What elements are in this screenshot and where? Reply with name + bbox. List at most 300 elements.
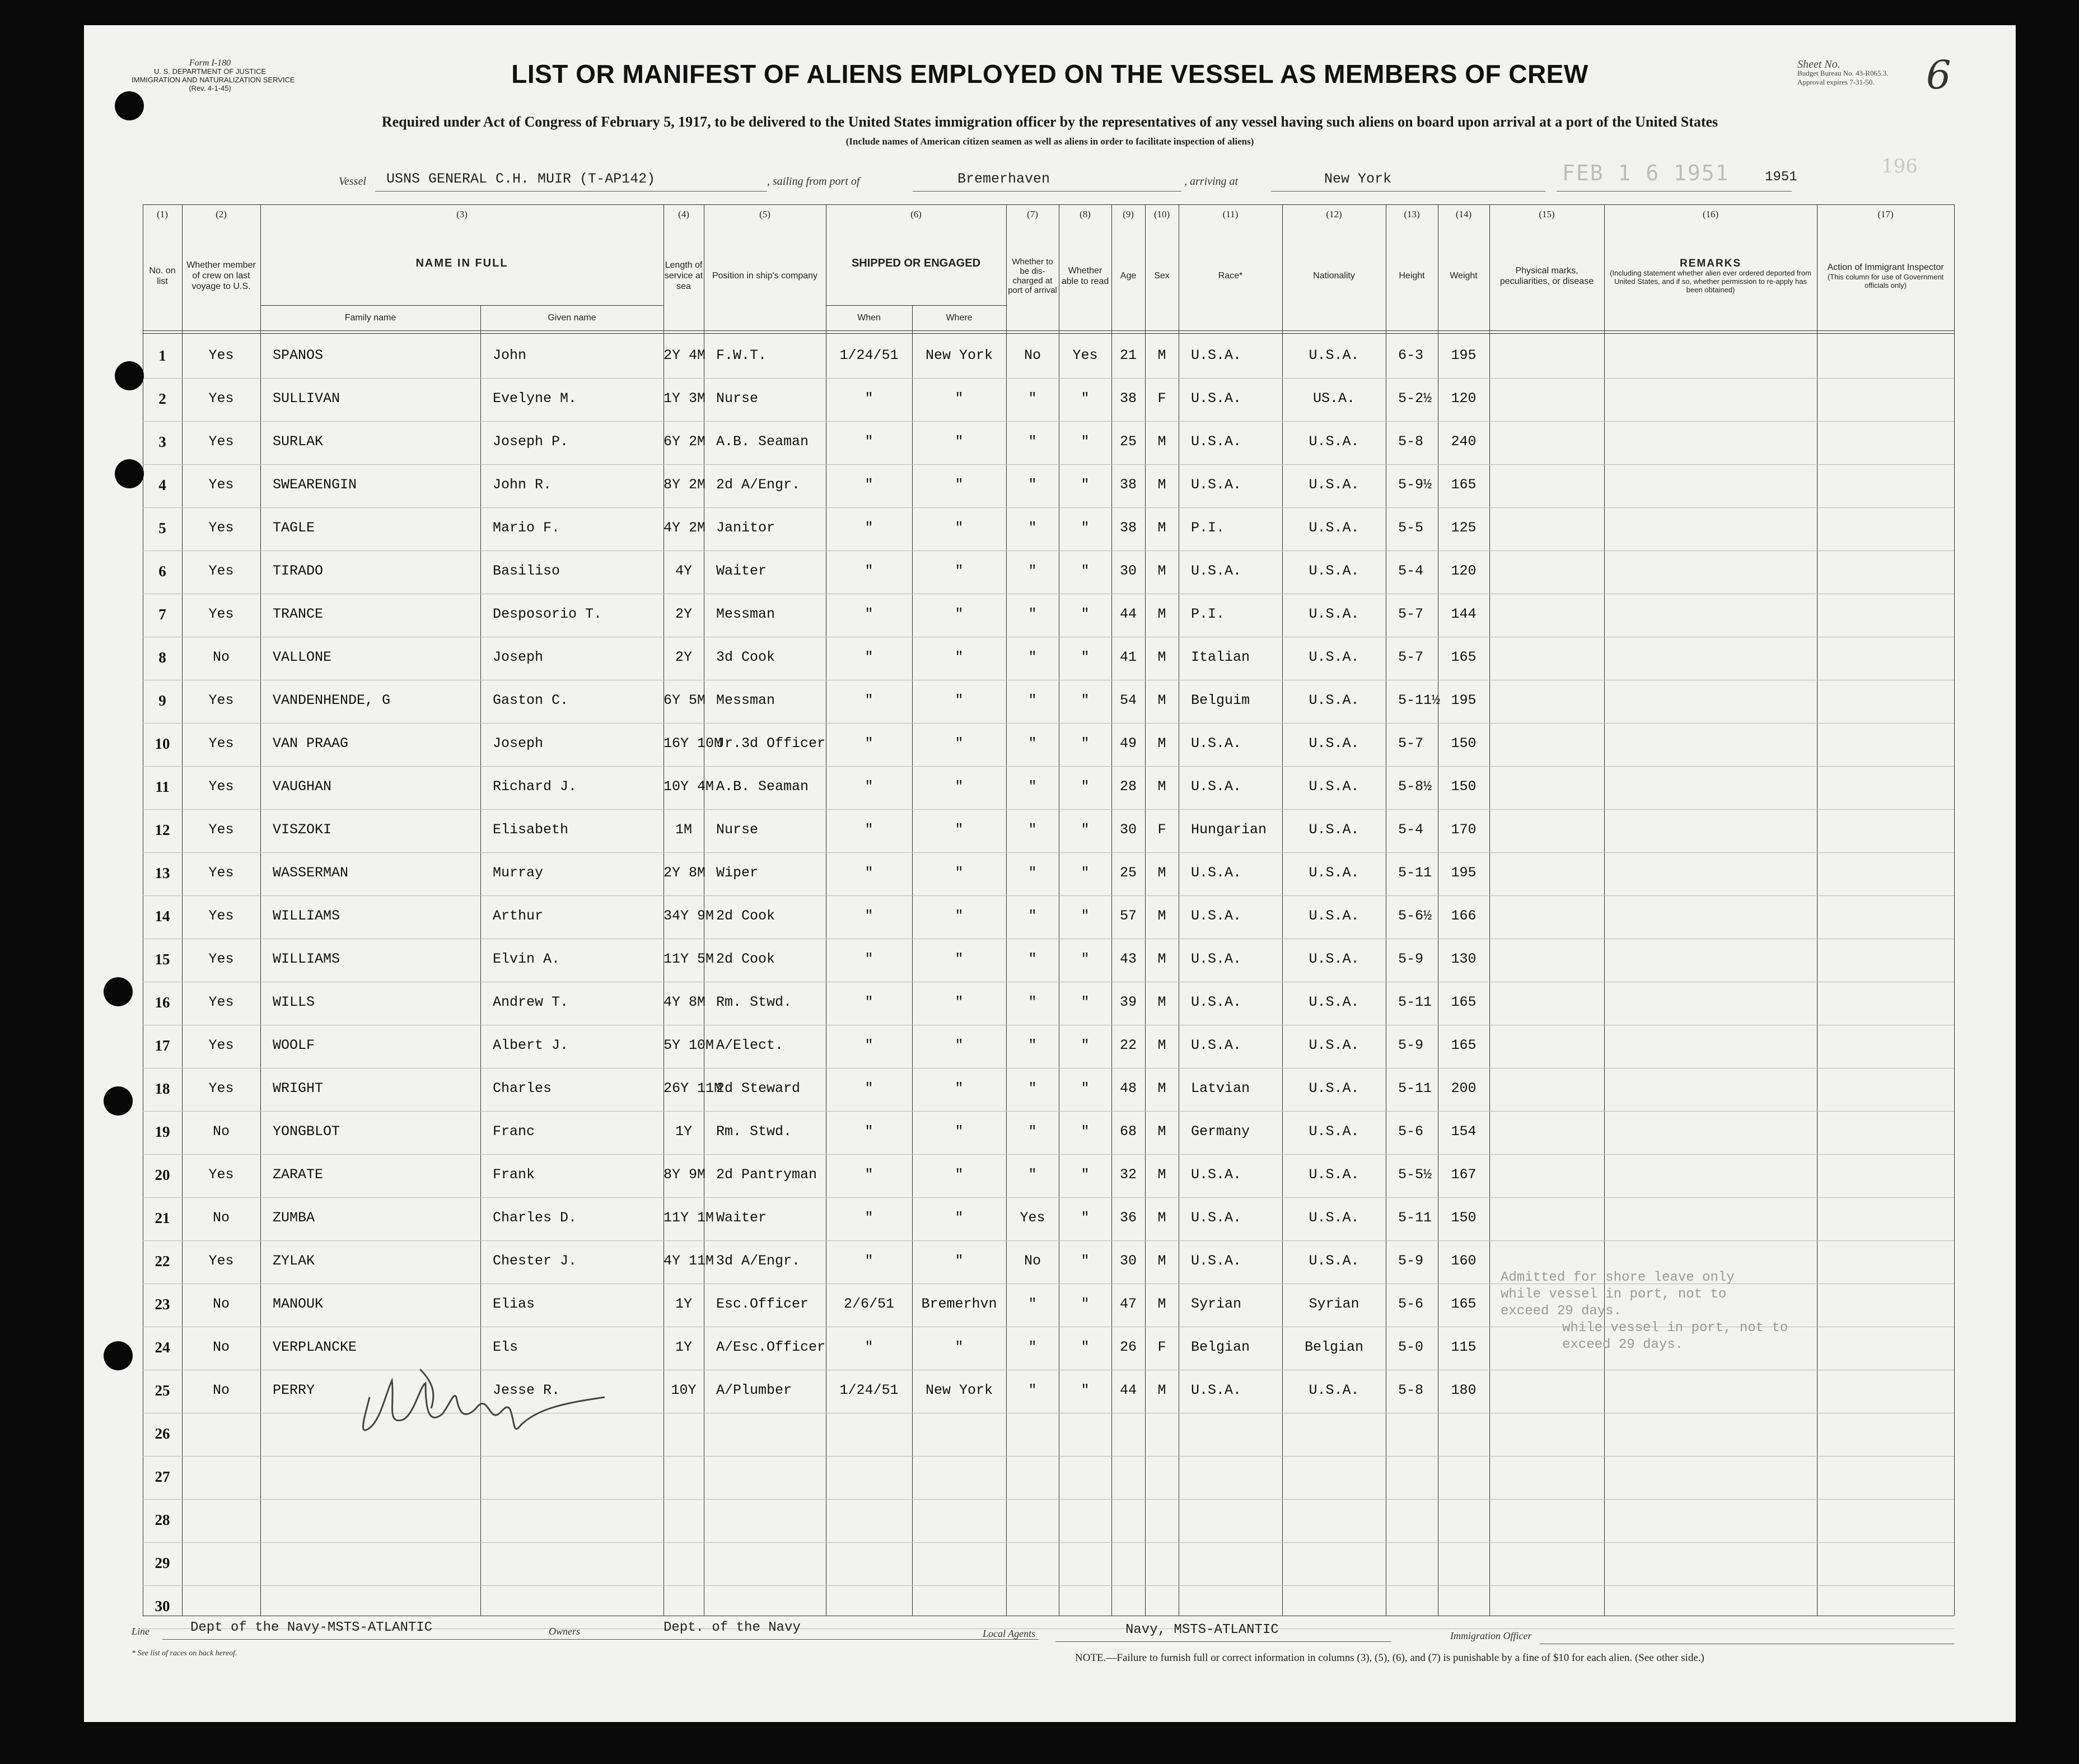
- cell-where: Bremerhvn: [921, 1296, 997, 1312]
- cell-member: No: [212, 1296, 230, 1312]
- cell-given: Basiliso: [493, 563, 560, 579]
- header-no-on-list: No. on list: [149, 265, 176, 286]
- cell-height: 6-3: [1398, 347, 1424, 363]
- row-number: 23: [155, 1296, 170, 1313]
- cell-position: Messman: [716, 692, 775, 708]
- column-number: (14): [1455, 209, 1472, 220]
- cell-service: 11Y 1M: [664, 1210, 714, 1226]
- cell-family: SPANOS: [273, 347, 324, 363]
- cell-sex: F: [1157, 390, 1166, 407]
- row-number: 2: [158, 390, 166, 407]
- row-number: 1: [158, 347, 166, 364]
- cell-position: 2d Cook: [716, 951, 775, 967]
- cell-age: 41: [1119, 649, 1137, 665]
- row-number: 12: [155, 822, 170, 838]
- cell-sex: M: [1157, 347, 1166, 363]
- cell-when: 1/24/51: [839, 347, 899, 363]
- footer-agents-label: Local Agents: [983, 1628, 1036, 1639]
- cell-sex: M: [1157, 1296, 1166, 1312]
- cell-weight: 130: [1451, 951, 1477, 967]
- cell-nationality: US.A.: [1312, 390, 1355, 407]
- cell-when: ": [865, 1080, 873, 1096]
- row-number: 14: [155, 908, 170, 925]
- cell-given: Andrew T.: [493, 994, 569, 1010]
- cell-where: ": [955, 865, 964, 881]
- punch-hole: [104, 1341, 133, 1370]
- cell-position: 2d Steward: [716, 1080, 801, 1096]
- column-number: (17): [1877, 209, 1894, 220]
- row-number: 18: [155, 1080, 170, 1097]
- cell-height: 5-8: [1398, 433, 1424, 450]
- header-nationality: Nationality: [1313, 271, 1355, 281]
- cell-given: Els: [493, 1339, 518, 1355]
- cell-position: 2d A/Engr.: [716, 477, 801, 493]
- cell-race: U.S.A.: [1191, 1166, 1242, 1183]
- cell-nationality: U.S.A.: [1309, 822, 1359, 838]
- cell-weight: 170: [1451, 822, 1477, 838]
- cell-sex: M: [1157, 994, 1166, 1010]
- cell-height: 5-7: [1398, 649, 1424, 665]
- cell-nationality: U.S.A.: [1309, 735, 1359, 752]
- cell-age: 44: [1119, 606, 1137, 622]
- cell-given: Mario F.: [493, 520, 560, 536]
- cell-read: ": [1081, 1123, 1090, 1140]
- cell-member: Yes: [208, 692, 234, 708]
- cell-height: 5-11½: [1398, 692, 1441, 708]
- cell-given: Franc: [493, 1123, 535, 1140]
- remark-line: exceed 29 days.: [1501, 1304, 1622, 1319]
- date-year: 1951: [1765, 170, 1797, 185]
- cell-race: U.S.A.: [1191, 433, 1242, 450]
- cell-discharged: Yes: [1020, 1210, 1045, 1226]
- cell-weight: 165: [1451, 1037, 1477, 1053]
- cell-age: 43: [1119, 951, 1137, 967]
- races-note: * See list of races on back hereof.: [132, 1649, 237, 1658]
- cell-discharged: ": [1028, 390, 1037, 407]
- cell-family: VERPLANCKE: [273, 1339, 357, 1355]
- cell-height: 5-4: [1398, 563, 1424, 579]
- cell-position: 3d A/Engr.: [716, 1253, 801, 1269]
- footer-agents-value: Navy, MSTS-ATLANTIC: [1125, 1622, 1279, 1637]
- cell-position: Jr.3d Officer: [716, 735, 826, 752]
- cell-read: ": [1081, 390, 1090, 407]
- cell-service: 2Y 8M: [664, 865, 706, 881]
- cell-sex: M: [1157, 908, 1166, 924]
- cell-position: Rm. Stwd.: [716, 994, 792, 1010]
- department: U. S. DEPARTMENT OF JUSTICE: [153, 67, 267, 76]
- cell-where: ": [955, 692, 964, 708]
- cell-sex: M: [1157, 865, 1166, 881]
- cell-nationality: U.S.A.: [1309, 865, 1359, 881]
- cell-sex: M: [1157, 1382, 1166, 1398]
- cell-race: U.S.A.: [1191, 563, 1242, 579]
- cell-when: ": [865, 1166, 873, 1183]
- cell-weight: 144: [1451, 606, 1477, 622]
- cell-family: ZYLAK: [273, 1253, 315, 1269]
- cell-when: 2/6/51: [843, 1296, 894, 1312]
- cell-family: TIRADO: [273, 563, 324, 579]
- cell-position: 3d Cook: [716, 649, 775, 665]
- cell-family: ZARATE: [273, 1166, 324, 1183]
- cell-given: Desposorio T.: [493, 606, 602, 622]
- cell-where: ": [955, 1253, 964, 1269]
- header-remarks: [1604, 221, 1817, 330]
- punch-hole: [115, 91, 144, 120]
- cell-read: ": [1081, 735, 1090, 752]
- service: IMMIGRATION AND NATURALIZATION SERVICE: [132, 76, 295, 84]
- cell-service: 4Y 11M: [664, 1253, 714, 1269]
- row-number: 11: [155, 778, 170, 795]
- cell-age: 39: [1119, 994, 1137, 1010]
- header-action: [1817, 221, 1954, 330]
- column-number: (7): [1027, 209, 1038, 220]
- cell-height: 5-11: [1398, 865, 1432, 881]
- cell-weight: 200: [1451, 1080, 1477, 1096]
- row-number: 22: [155, 1253, 170, 1270]
- cell-nationality: U.S.A.: [1309, 1166, 1359, 1183]
- header-age: Age: [1120, 271, 1137, 281]
- row-number: 16: [155, 994, 170, 1011]
- cell-nationality: U.S.A.: [1309, 520, 1359, 536]
- cell-race: U.S.A.: [1191, 994, 1242, 1010]
- cell-member: No: [212, 649, 230, 665]
- cell-nationality: U.S.A.: [1309, 563, 1359, 579]
- cell-race: U.S.A.: [1191, 865, 1242, 881]
- cell-discharged: ": [1028, 1166, 1037, 1183]
- cell-when: ": [865, 1123, 873, 1140]
- cell-race: U.S.A.: [1191, 951, 1242, 967]
- form-number: Form I-180: [189, 58, 231, 68]
- cell-when: ": [865, 692, 873, 708]
- cell-sex: M: [1157, 606, 1166, 622]
- cell-member: Yes: [208, 606, 234, 622]
- cell-when: ": [865, 778, 873, 795]
- row-number: 3: [158, 433, 166, 450]
- cell-age: 28: [1119, 778, 1137, 795]
- cell-read: ": [1081, 1339, 1090, 1355]
- row-number: 29: [155, 1555, 170, 1571]
- cell-age: 68: [1119, 1123, 1137, 1140]
- cell-where: ": [955, 908, 964, 924]
- cell-race: Belgian: [1191, 1339, 1250, 1355]
- cell-weight: 195: [1451, 692, 1477, 708]
- cell-sex: F: [1157, 822, 1166, 838]
- cell-read: ": [1081, 1166, 1090, 1183]
- cell-weight: 240: [1451, 433, 1477, 450]
- cell-when: ": [865, 520, 873, 536]
- header-length-service: Length of service at sea: [664, 260, 703, 291]
- cell-race: P.I.: [1191, 520, 1225, 536]
- cell-where: ": [955, 1080, 964, 1096]
- cell-sex: M: [1157, 1166, 1166, 1183]
- cell-weight: 150: [1451, 778, 1477, 795]
- cell-family: SWEARENGIN: [273, 477, 357, 493]
- cell-read: ": [1081, 1253, 1090, 1269]
- cell-weight: 125: [1451, 520, 1477, 536]
- column-number: (15): [1539, 209, 1555, 220]
- cell-discharged: ": [1028, 865, 1037, 881]
- cell-member: Yes: [208, 390, 234, 407]
- header-name-in-full: NAME IN FULL: [415, 256, 508, 269]
- cell-sex: M: [1157, 1253, 1166, 1269]
- cell-member: Yes: [208, 865, 234, 881]
- row-number: 19: [155, 1123, 170, 1140]
- cell-race: U.S.A.: [1191, 390, 1242, 407]
- cell-discharged: ": [1028, 822, 1037, 838]
- cell-sex: M: [1157, 1037, 1166, 1053]
- row-number: 15: [155, 951, 170, 968]
- cell-age: 25: [1119, 433, 1137, 450]
- cell-height: 5-8: [1398, 1382, 1424, 1398]
- subnote: (Include names of American citizen seamen as well as aliens in order to facilitate inspection of aliens): [845, 136, 1254, 147]
- cell-discharged: No: [1024, 347, 1041, 363]
- cell-height: 5-11: [1398, 1210, 1432, 1226]
- cell-weight: 195: [1451, 865, 1477, 881]
- cell-discharged: ": [1028, 477, 1037, 493]
- cell-position: Nurse: [716, 390, 759, 407]
- cell-family: VISZOKI: [273, 822, 332, 838]
- cell-where: ": [955, 994, 964, 1010]
- cell-nationality: U.S.A.: [1309, 994, 1359, 1010]
- footer-owners-label: Owners: [549, 1626, 581, 1637]
- cell-service: 2Y: [675, 606, 692, 622]
- cell-family: PERRY: [273, 1382, 315, 1398]
- cell-given: Charles D.: [493, 1210, 577, 1226]
- cell-sex: M: [1157, 649, 1166, 665]
- column-number: (3): [456, 209, 468, 220]
- cell-sex: M: [1157, 1123, 1166, 1140]
- cell-read: ": [1081, 692, 1090, 708]
- cell-member: Yes: [208, 908, 234, 924]
- header-when: When: [857, 313, 881, 323]
- arriving-port: New York: [1324, 171, 1392, 187]
- subtitle: Required under Act of Congress of February 5, 1917, to be delivered to the United States immigration officer by the representatives of any vessel having such aliens on board upon arrival at a port of the United States: [381, 114, 1718, 130]
- footer-owners-value: Dept. of the Navy: [664, 1620, 801, 1635]
- header-given-name: Given name: [548, 313, 596, 323]
- revision: (Rev. 4-1-45): [189, 84, 231, 92]
- cell-discharged: No: [1024, 1253, 1041, 1269]
- cell-sex: M: [1157, 951, 1166, 967]
- cell-when: ": [865, 477, 873, 493]
- cell-sex: M: [1157, 563, 1166, 579]
- cell-height: 5-6: [1398, 1123, 1424, 1140]
- row-number: 24: [155, 1339, 170, 1356]
- cell-age: 30: [1119, 822, 1137, 838]
- cell-given: Charles: [493, 1080, 552, 1096]
- column-number: (6): [910, 209, 922, 220]
- cell-position: Wiper: [716, 865, 759, 881]
- cell-position: 2d Cook: [716, 908, 775, 924]
- cell-read: ": [1081, 433, 1090, 450]
- cell-discharged: ": [1028, 433, 1037, 450]
- cell-when: ": [865, 563, 873, 579]
- cell-service: 1Y: [675, 1123, 692, 1140]
- header-member-last-voyage: Whether member of crew on last voyage to U.S.: [186, 260, 256, 291]
- cell-position: A/Esc.Officer: [716, 1339, 826, 1355]
- cell-where: ": [955, 1210, 964, 1226]
- cell-nationality: Syrian: [1309, 1296, 1359, 1312]
- cell-sex: M: [1157, 1210, 1166, 1226]
- cell-age: 57: [1119, 908, 1137, 924]
- punch-hole: [115, 459, 144, 488]
- manifest-sheet: [84, 25, 2016, 1722]
- vessel-label: Vessel: [339, 175, 366, 188]
- page-title: LIST OR MANIFEST OF ALIENS EMPLOYED ON THE VESSEL AS MEMBERS OF CREW: [511, 59, 1589, 88]
- row-number: 17: [155, 1037, 170, 1054]
- column-number: (13): [1404, 209, 1420, 220]
- cell-discharged: ": [1028, 908, 1037, 924]
- cell-discharged: ": [1028, 520, 1037, 536]
- footer-officer-label: Immigration Officer: [1450, 1630, 1532, 1641]
- cell-weight: 120: [1451, 390, 1477, 407]
- column-number: (9): [1123, 209, 1134, 220]
- cell-service: 5Y 10M: [664, 1037, 714, 1053]
- cell-age: 44: [1119, 1382, 1137, 1398]
- column-number: (8): [1080, 209, 1091, 220]
- cell-service: 10Y: [671, 1382, 697, 1398]
- cell-read: ": [1081, 606, 1090, 622]
- cell-race: Germany: [1191, 1123, 1250, 1140]
- row-number: 6: [158, 563, 166, 580]
- cell-family: SURLAK: [273, 433, 324, 450]
- cell-service: 34Y 9M: [664, 908, 714, 924]
- cell-given: Elias: [493, 1296, 535, 1312]
- cell-discharged: ": [1028, 1037, 1037, 1053]
- row-number: 13: [155, 865, 170, 881]
- remarks-subtitle: (Including statement whether alien ever ordered deported from United States, and if so, whether permission to re-apply has been obtained): [1610, 268, 1811, 294]
- cell-race: U.S.A.: [1191, 1210, 1242, 1226]
- row-number: 30: [155, 1598, 170, 1614]
- row-number: 26: [155, 1425, 170, 1442]
- sheet-label: Sheet No.: [1797, 58, 1840, 71]
- cell-nationality: U.S.A.: [1309, 649, 1359, 665]
- cell-discharged: ": [1028, 1339, 1037, 1355]
- cell-where: ": [955, 1037, 964, 1053]
- cell-service: 4Y 8M: [664, 994, 706, 1010]
- row-number: 5: [158, 520, 166, 536]
- cell-given: John: [493, 347, 527, 363]
- cell-nationality: U.S.A.: [1309, 347, 1359, 363]
- cell-when: ": [865, 822, 873, 838]
- cell-height: 5-9: [1398, 951, 1424, 967]
- cell-age: 32: [1119, 1166, 1137, 1183]
- cell-given: Elvin A.: [493, 951, 560, 967]
- cell-read: ": [1081, 778, 1090, 795]
- cell-family: ZUMBA: [273, 1210, 315, 1226]
- header-height: Height: [1399, 271, 1425, 281]
- row-number: 9: [158, 692, 166, 709]
- cell-height: 5-9½: [1398, 477, 1432, 493]
- cell-where: ": [955, 520, 964, 536]
- cell-service: 16Y 10M: [664, 735, 723, 752]
- cell-given: Richard J.: [493, 778, 577, 795]
- cell-when: ": [865, 390, 873, 407]
- cell-service: 2Y: [675, 649, 692, 665]
- cell-age: 21: [1119, 347, 1137, 363]
- cell-read: ": [1081, 520, 1090, 536]
- cell-race: U.S.A.: [1191, 778, 1242, 795]
- cell-when: ": [865, 994, 873, 1010]
- cell-family: WRIGHT: [273, 1080, 324, 1096]
- cell-family: TAGLE: [273, 520, 315, 536]
- cell-given: Jesse R.: [493, 1382, 560, 1398]
- cell-race: Belguim: [1191, 692, 1250, 708]
- cell-member: No: [212, 1210, 230, 1226]
- cell-height: 5-6: [1398, 1296, 1424, 1312]
- cell-race: U.S.A.: [1191, 1382, 1242, 1398]
- cell-service: 26Y 11M: [664, 1080, 723, 1096]
- cell-member: Yes: [208, 520, 234, 536]
- cell-weight: 150: [1451, 735, 1477, 752]
- column-number: (10): [1153, 209, 1170, 220]
- cell-when: 1/24/51: [839, 1382, 899, 1398]
- column-number: (16): [1702, 209, 1719, 220]
- cell-sex: M: [1157, 692, 1166, 708]
- cell-nationality: U.S.A.: [1309, 1080, 1359, 1096]
- cell-given: Chester J.: [493, 1253, 577, 1269]
- cell-age: 38: [1119, 390, 1137, 407]
- remark-line: exceed 29 days.: [1562, 1337, 1684, 1352]
- cell-discharged: ": [1028, 606, 1037, 622]
- cell-service: 4Y 2M: [664, 520, 706, 536]
- cell-race: Syrian: [1191, 1296, 1242, 1312]
- cell-read: ": [1081, 477, 1090, 493]
- cell-weight: 160: [1451, 1253, 1477, 1269]
- cell-weight: 195: [1451, 347, 1477, 363]
- cell-family: VAN PRAAG: [273, 735, 349, 752]
- punch-hole: [104, 1086, 133, 1116]
- cell-age: 48: [1119, 1080, 1137, 1096]
- cell-discharged: ": [1028, 1123, 1037, 1140]
- cell-when: ": [865, 649, 873, 665]
- cell-discharged: ": [1028, 778, 1037, 795]
- cell-when: ": [865, 1037, 873, 1053]
- cell-race: U.S.A.: [1191, 1037, 1242, 1053]
- cell-where: ": [955, 390, 964, 407]
- cell-nationality: U.S.A.: [1309, 951, 1359, 967]
- cell-where: ": [955, 649, 964, 665]
- cell-given: Elisabeth: [493, 822, 569, 838]
- cell-service: 1Y: [675, 1339, 692, 1355]
- cell-read: ": [1081, 649, 1090, 665]
- signature-mark: [353, 1358, 610, 1442]
- cell-read: ": [1081, 563, 1090, 579]
- cell-nationality: U.S.A.: [1309, 692, 1359, 708]
- cell-height: 5-6½: [1398, 908, 1432, 924]
- cell-height: 5-4: [1398, 822, 1424, 838]
- cell-discharged: ": [1028, 1296, 1037, 1312]
- cell-service: 6Y 2M: [664, 433, 706, 450]
- cell-family: VALLONE: [273, 649, 332, 665]
- cell-read: ": [1081, 1210, 1090, 1226]
- cell-family: YONGBLOT: [273, 1123, 340, 1140]
- cell-when: ": [865, 1339, 873, 1355]
- row-number: 4: [158, 477, 166, 493]
- cell-service: 10Y 4M: [664, 778, 714, 795]
- cell-position: Esc.Officer: [716, 1296, 809, 1312]
- cell-height: 5-11: [1398, 994, 1432, 1010]
- remark-line: while vessel in port, not to: [1501, 1287, 1727, 1302]
- cell-race: Italian: [1191, 649, 1250, 665]
- cell-race: U.S.A.: [1191, 477, 1242, 493]
- cell-family: VANDENHENDE, G: [273, 692, 391, 708]
- cell-nationality: U.S.A.: [1309, 606, 1359, 622]
- row-number: 21: [155, 1210, 170, 1226]
- cell-where: New York: [925, 347, 993, 363]
- cell-member: Yes: [208, 994, 234, 1010]
- cell-service: 4Y: [675, 563, 692, 579]
- column-number: (1): [157, 209, 168, 220]
